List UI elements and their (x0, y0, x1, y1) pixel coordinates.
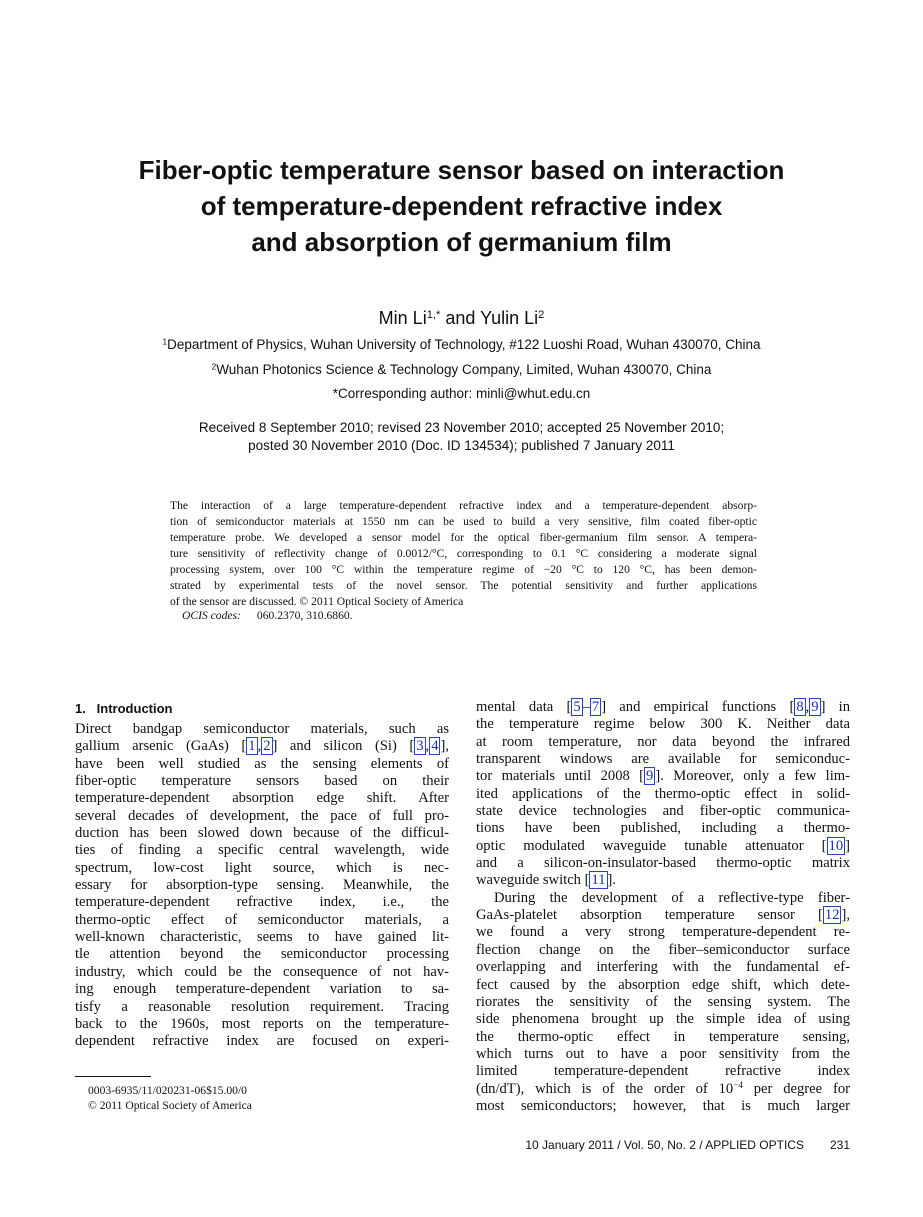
affiliation (0, 361, 923, 379)
author-affiliation-mark: 1,* (426, 308, 441, 321)
text-line: and a silicon-on-insulator-based thermo-optic matrix (476, 855, 850, 872)
text-line: limited temperature-dependent refractive index (476, 1063, 850, 1080)
text-line: which turns out to have a poor sensitivity from the (476, 1045, 850, 1062)
text-line: During the development of a reflective-type fiber- (494, 889, 850, 906)
text-line: mental data [ 5 – 7 ] and empirical functions [ 8 , 9 ] in (476, 699, 850, 715)
author-conjunction: and (440, 308, 481, 328)
text-line: overlapping and interfering with the fundamental ef- (476, 959, 850, 976)
abstract-line: strated by experimental tests of the novel sensor. The potential sensitivity and further applications (170, 579, 757, 592)
abstract-line: The interaction of a large temperature-dependent refractive index and a temperature-dependent absorp- (170, 499, 757, 512)
reference-link[interactable]: 9 (646, 768, 654, 785)
ocis-values: 060.2370, 310.6860. (256, 609, 353, 622)
text-line: state device technologies and fiber-optic communica- (476, 803, 850, 820)
text-line: optic modulated waveguide tunable attenuator [ 10 ] (476, 837, 850, 854)
reference-link[interactable]: 5 (573, 699, 581, 715)
page-footer (470, 1137, 850, 1153)
text-line: most semiconductors; however, that is much larger (476, 1097, 850, 1114)
abstract-line: ture sensitivity of reflectivity change of 0.0012/°C, corresponding to 0.1 °C considering a moderate signal (170, 547, 757, 560)
text-line: dependent refractive index are focused on experi- (75, 1033, 449, 1050)
text-line: spectrum, low-cost light source, which is nec- (75, 859, 449, 876)
published-dates: posted 30 November 2010 (Doc. ID 134534); published 7 January 2011 (248, 438, 675, 453)
reference-link[interactable]: 11 (591, 872, 606, 889)
text-line: waveguide switch [ 11 ]. (476, 872, 617, 889)
text-line: ties of finding a specific central wavelength, wide (75, 842, 449, 859)
text-line: gallium arsenic (GaAs) [ 1 , 2 ] and silicon (Si) [ 3 , 4 ], (75, 738, 449, 755)
text-line: tle attention beyond the semiconductor processing (75, 946, 449, 963)
text-line: temperature-dependent refractive index, i.e., the (75, 894, 449, 911)
text-line: (dn/dT), which is of the order of $10^{-4}$ per degree for (476, 1079, 850, 1097)
text-line: the temperature regime below 300 K. Neither data (476, 716, 850, 733)
affiliation (0, 336, 923, 354)
copyright-line: © 2011 Optical Society of America (88, 1099, 252, 1112)
corresponding-author: *Corresponding author: minli@whut.edu.cn (332, 386, 591, 401)
paper-title (60, 152, 863, 260)
text-line: duction has been slowed down because of the difficul- (75, 825, 449, 842)
abstract-line: temperature probe. We developed a sensor model for the optical fiber-germanium film sensor. A tempera- (170, 531, 757, 544)
abstract-line: tion of semiconductor materials at 1550 nm can be used to build a very sensitive, film coated fiber-optic (170, 515, 757, 528)
affiliation-text: Wuhan Photonics Science & Technology Company, Limited, Wuhan 430070, China (216, 362, 712, 377)
reference-link[interactable]: 12 (824, 907, 840, 924)
text-line: well-known characteristic, seems to have gained lit- (75, 929, 449, 946)
text-line: several decades of development, the pace of full pro- (75, 807, 449, 824)
page-number: 231 (829, 1138, 850, 1152)
ocis-codes (182, 608, 353, 624)
text-line: fect caused by the absorption edge shift, which dete- (476, 976, 850, 993)
text-line: ited applications of the thermo-optic effect in solid- (476, 785, 850, 802)
right-column (476, 699, 850, 1115)
affiliation-mark: 1 (162, 336, 168, 347)
section-heading: 1. Introduction (75, 701, 173, 716)
affiliation-text: Department of Physics, Wuhan University of Technology, #122 Luoshi Road, Wuhan 430070, China (167, 337, 761, 352)
text-line: essary for absorption-type sensing. Meanwhile, the (75, 877, 449, 894)
copyright-footnote (88, 1083, 252, 1113)
title-line: of temperature-dependent refractive index (200, 191, 723, 221)
received-dates: Received 8 September 2010; revised 23 November 2010; accepted 25 November 2010; (198, 420, 725, 435)
text-line: the thermo-optic effect in temperature sensing, (476, 1028, 850, 1045)
author-name: Yulin Li (480, 308, 539, 328)
text-line: fiber-optic temperature sensors based on their (75, 773, 449, 790)
text-line: have been well studied as the sensing elements of (75, 755, 449, 772)
text-line: ing enough temperature-dependent variation to sa- (75, 981, 449, 998)
footnote-rule (75, 1076, 151, 1077)
text-line: flection change on the fiber–semiconductor surface (476, 941, 850, 958)
text-line: riorates the sensitivity of the sensing system. The (476, 993, 850, 1010)
text-line: at room temperature, nor data beyond the infrared (476, 733, 850, 750)
reference-link[interactable]: 10 (828, 837, 844, 854)
reference-link[interactable]: 4 (431, 738, 439, 755)
affiliation-mark: 2 (211, 361, 217, 372)
text-line: tor materials until 2008 [ 9 ]. Moreover, only a few lim- (476, 768, 850, 785)
text-line: transparent windows are available for semiconduc- (476, 751, 850, 768)
ocis-label: OCIS codes: (182, 609, 241, 622)
left-column (75, 721, 449, 1051)
title-line: Fiber-optic temperature sensor based on interaction (138, 155, 785, 185)
journal-info: 10 January 2011 / Vol. 50, No. 2 / APPLIED OPTICS (525, 1138, 804, 1152)
text-line: back to the 1960s, most reports on the temperature- (75, 1015, 449, 1032)
abstract (170, 498, 757, 610)
reference-link[interactable]: 9 (811, 699, 819, 715)
text-line: we found a very strong temperature-dependent re- (476, 924, 850, 941)
text-line: GaAs-platelet absorption temperature sensor [ 12 ], (476, 907, 850, 924)
text-line: industry, which could be the consequence of not hav- (75, 963, 449, 980)
title-line: and absorption of germanium film (251, 227, 672, 257)
text-line: thermo-optic effect of semiconductor materials, a (75, 911, 449, 928)
exponent: −4 (733, 1079, 743, 1090)
text-line: tisfy a reasonable resolution requirement. Tracing (75, 998, 449, 1015)
abstract-line: processing system, over 100 °C within the temperature regime of −20 °C to 120 °C, has been demon- (170, 563, 757, 576)
author-affiliation-mark: 2 (538, 308, 545, 321)
author-name: Min Li (378, 308, 427, 328)
issn-code: 0003-6935/11/020231-06$15.00/0 (88, 1084, 247, 1097)
text-line: temperature-dependent absorption edge shift. After (75, 790, 449, 807)
text-line: side phenomena brought up the simple idea of using (476, 1011, 850, 1028)
reference-link[interactable]: 7 (591, 699, 600, 715)
text-line: Direct bandgap semiconductor materials, such as (75, 721, 449, 737)
reference-link[interactable]: 8 (796, 699, 804, 715)
reference-link[interactable]: 1 (248, 738, 256, 755)
reference-link[interactable]: 3 (416, 738, 424, 755)
author-list (0, 306, 923, 330)
abstract-line: of the sensor are discussed. © 2011 Optical Society of America (170, 595, 464, 608)
reference-link[interactable]: 2 (263, 738, 271, 755)
text-line: tions have been published, including a thermo- (476, 820, 850, 837)
